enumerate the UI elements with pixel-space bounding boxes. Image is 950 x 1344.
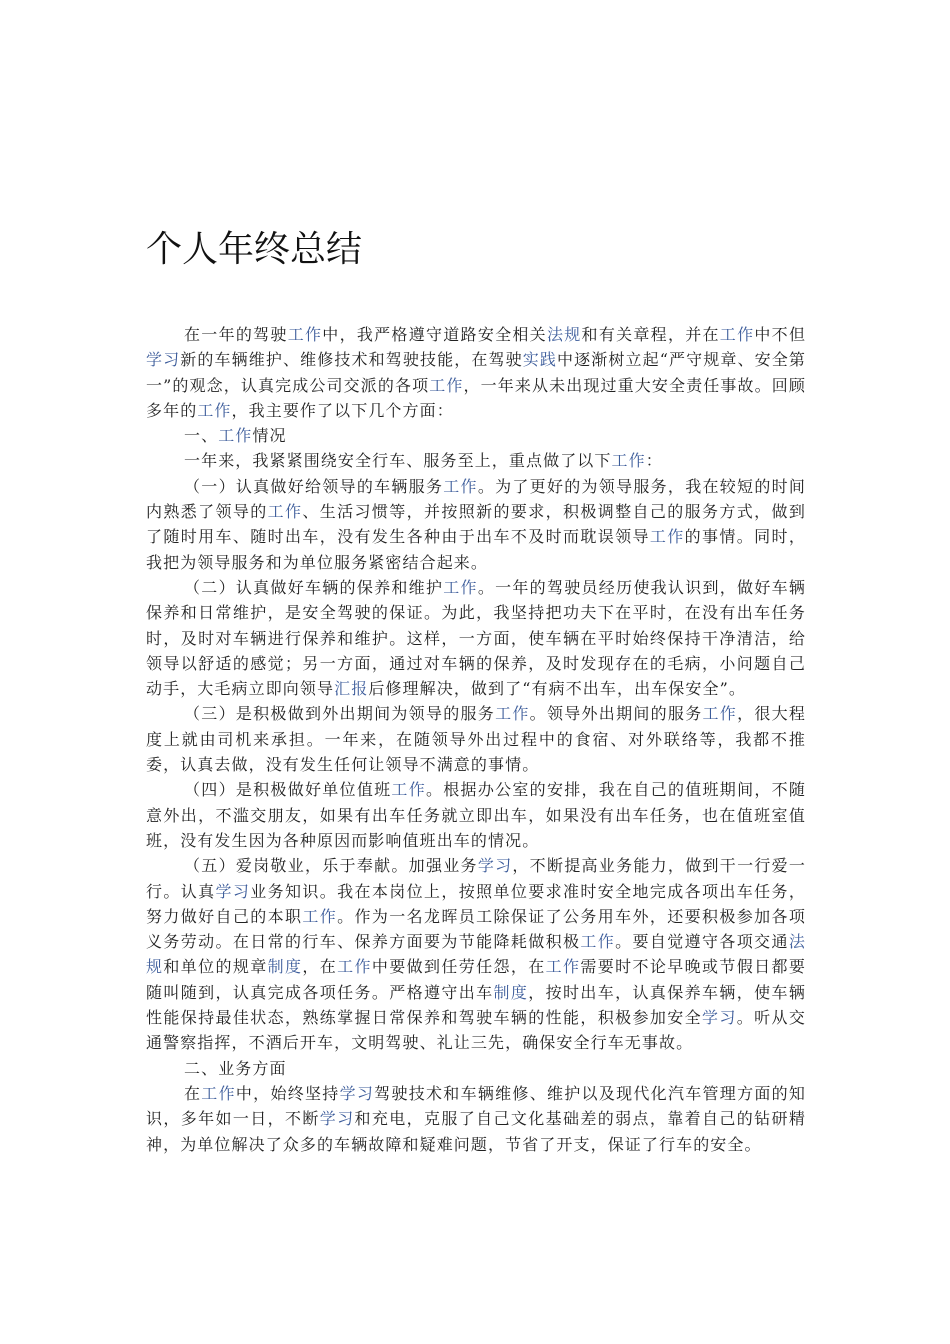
paragraph-text: （四）是积极做好单位值班	[184, 780, 392, 800]
keyword-link-text: 工作	[495, 704, 530, 724]
keyword-link-text: 工作	[545, 957, 581, 977]
paragraph	[146, 777, 806, 853]
paragraph-text: 中逐渐树立起“严守规章、安全第一”的观念，认真完成公司交派的各项	[146, 350, 806, 395]
paragraph-text: 驾驶技术和车辆维修、维护以及现代化汽车管理方面的知识，多年如一日，不断	[146, 1083, 807, 1129]
paragraph-text: （三）是积极做到外出期间为领导的服务	[184, 704, 496, 724]
keyword-link-text: 工作	[337, 957, 372, 977]
paragraph-text: 一年来，我紧紧围绕安全行车、服务至上，重点做了以下	[184, 451, 612, 471]
paragraph-text: （二）认真做好车辆的保养和维护	[184, 577, 444, 597]
keyword-link-text: 学习	[339, 1083, 375, 1103]
keyword-link-text: 学习	[319, 1109, 355, 1129]
paragraph-text: 中，始终坚持	[235, 1083, 340, 1103]
keyword-link-text: 制度	[493, 982, 529, 1002]
paragraph-text: （一）认真做好给领导的车辆服务	[184, 476, 444, 496]
paragraph	[146, 701, 806, 777]
paragraph-text: 中不但	[754, 325, 807, 344]
paragraph	[146, 853, 806, 1055]
keyword-link-text: 制度	[267, 957, 303, 977]
paragraph-text: 。听从交通警察指挥，不酒后开车，文明驾驶、礼让三先，确保安全行车无事故。	[146, 1008, 807, 1053]
keyword-link-text: 汇报	[334, 679, 369, 699]
keyword-link-text: 工作	[443, 577, 478, 597]
paragraph-text: 中，我严格遵守道路安全相关	[322, 325, 547, 344]
keyword-link-text: 工作	[702, 704, 738, 724]
paragraph-text: 二、业务方面	[184, 1058, 287, 1078]
paragraph	[146, 448, 806, 473]
paragraph-text: 和有关章程，并在	[581, 325, 720, 344]
paragraph-text: 在	[184, 1083, 202, 1103]
keyword-link-text: 工作	[611, 451, 646, 471]
keyword-link-text: 学习	[477, 856, 513, 876]
paragraph-text: 。根据办公室的安排，我在自己的值班期间，不随意外出，不滥交朋友，如果有出车任务就立即出车，如果没有出车任务，也在值班室值班，没有发生因为各种原因而影响值班出车的情况。	[146, 780, 807, 850]
paragraph	[146, 474, 806, 575]
keyword-link-text: 工作	[719, 325, 755, 344]
keyword-link-text: 工作	[197, 400, 232, 420]
paragraph-text: ，我主要作了以下几个方面：	[231, 400, 454, 420]
keyword-link-text: 工作	[391, 780, 426, 800]
paragraph-text: ，很大程度上就由司机来承担。一年来，在随领导外出过程中的食宿、对外联络等，我都不推委，认真去做，没有发生任何让领导不满意的事情。	[146, 704, 807, 775]
paragraph-text: 和单位的规章	[163, 957, 268, 977]
paragraph-text: 中要做到任劳任怨，在	[371, 957, 546, 977]
keyword-link-text: 学习	[146, 350, 181, 370]
paragraph-text: 情况	[252, 426, 287, 446]
keyword-link-text: 工作	[287, 325, 323, 344]
keyword-link-text: 工作	[443, 476, 478, 496]
paragraph	[146, 322, 806, 423]
paragraph-text: 业务知识。我在本岗位上，按照单位要求准时安全地完成各项出车任务，努力做好自己的本职	[146, 881, 807, 926]
paragraph	[146, 1081, 806, 1157]
paragraph-text: 、生活习惯等，并按照新的要求，积极调整自己的服务方式，做到了随时用车、随时出车，没有发生各种由于出车不及时而耽误领导	[146, 502, 807, 547]
keyword-link-text: 学习	[215, 881, 251, 901]
keyword-link-text: 工作	[429, 375, 464, 395]
paragraph-text: 。为了更好的为领导服务，我在较短的时间内熟悉了领导的	[146, 476, 806, 522]
paragraph-text: 一、	[184, 426, 219, 446]
paragraph-text: 需要时不论早晚或节假日都要随叫随到，认真完成各项任务。严格遵守出车	[146, 957, 806, 1002]
paragraph-text: 后修理解决，做到了“有病不出车，出车保安全”。	[368, 679, 746, 699]
paragraph-text: （五）爱岗敬业，乐于奉献。加强业务	[184, 856, 478, 876]
paragraph-text: 。作为一名龙晖员工除保证了公务用车外，还要积极参加各项义务劳动。在日常的行车、保养方面要为节能降耗做积极	[146, 906, 807, 952]
paragraph	[146, 1056, 806, 1081]
document-body	[146, 322, 806, 1157]
keyword-link-text: 工作	[267, 502, 303, 522]
keyword-link-text: 工作	[218, 426, 253, 446]
keyword-link-text: 法规	[146, 932, 806, 977]
paragraph-text: 。一年的驾驶员经历使我认识到，做好车辆保养和日常维护，是安全驾驶的保证。为此，我坚持把功夫下在平时，在没有出车任务时，及时对车辆进行保养和维护。这样，一方面，使车辆在平时始终保持干净清洁，给领导以舒适的感觉；另一方面，通过对车辆的保养，及时发现存在的毛病，小问题自己动手，大毛病立即向领导	[146, 577, 806, 699]
paragraph-text: ，一年来从未出现过重大安全责任事故。回顾多年的	[146, 375, 806, 420]
paragraph-text: 在一年的驾驶	[184, 325, 288, 344]
keyword-link-text: 工作	[649, 527, 685, 547]
paragraph	[146, 423, 806, 448]
paragraph-text: ：	[645, 451, 663, 471]
paragraph-text: 。领导外出期间的服务	[529, 704, 703, 724]
keyword-link-text: 工作	[302, 906, 338, 926]
keyword-link-text: 工作	[580, 932, 616, 952]
paragraph-text: ，按时出车，认真保养车辆，使车辆性能保持最佳状态，熟练掌握日常保养和驾驶车辆的性能，积极参加安全	[146, 982, 806, 1028]
keyword-link-text: 工作	[201, 1083, 236, 1103]
paragraph-text: 的事情。同时，我把为领导服务和为单位服务紧密结合起来。	[146, 527, 807, 572]
paragraph	[146, 575, 806, 701]
paragraph-text: 新的车辆维护、维修技术和驾驶技能，在驾驶	[180, 350, 523, 370]
document-title: 个人年终总结	[146, 229, 363, 270]
paragraph-text: 。要自觉遵守各项交通	[615, 932, 789, 952]
keyword-link-text: 实践	[522, 350, 557, 370]
paragraph-text: ，在	[302, 957, 338, 977]
keyword-link-text: 学习	[702, 1008, 737, 1028]
paragraph-text: ，不断提高业务能力，做到干一行爱一行。认真	[146, 856, 807, 901]
paragraph-text: 和充电，克服了自己文化基础差的弱点，靠着自己的钻研精神，为单位解决了众多的车辆故障和疑难问题，节省了开支，保证了行车的安全。	[146, 1109, 806, 1154]
keyword-link-text: 法规	[546, 325, 582, 344]
